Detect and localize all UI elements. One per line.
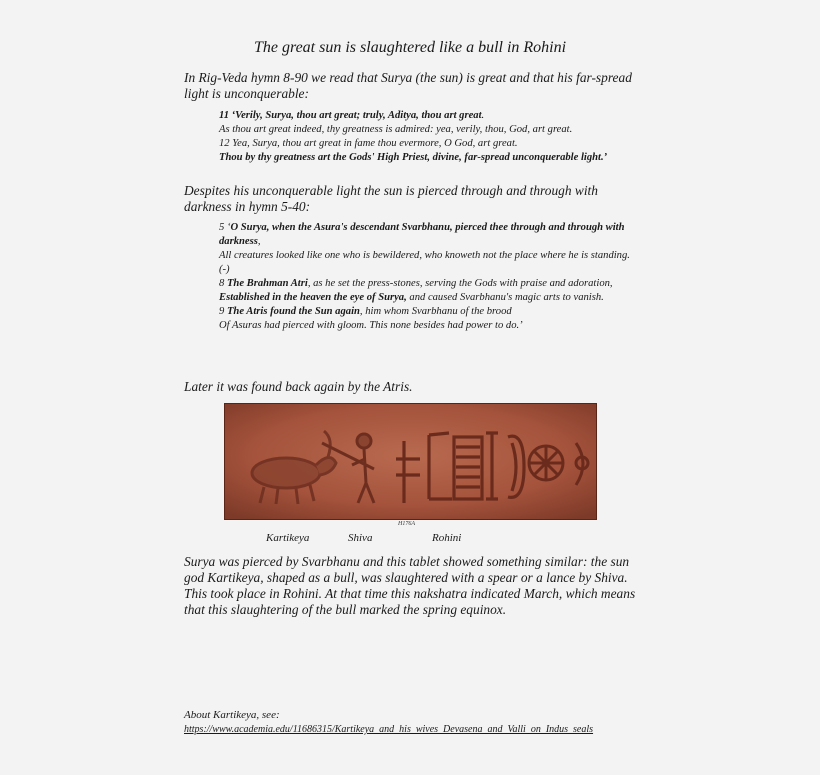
later-text: Later it was found back again by the Atris. bbox=[184, 379, 413, 394]
conclusion-text-2: This took place in Rohini. At that time this nakshatra indicated March, which means that this slaughtering of the bull marked the spring equinox. bbox=[184, 586, 636, 617]
caption-kartikeya: Kartikeya bbox=[266, 532, 310, 544]
hymn1-line3: 12 Yea, Surya, thou art great in fame thou evermore, O God, art great. bbox=[219, 138, 518, 149]
hymn2-line4-num: 8 bbox=[219, 278, 227, 289]
hymn-quote-2 bbox=[219, 221, 639, 333]
hymn1-line2: As thou art great indeed, thy greatness is admired: yea, verily, thou, God, art great. bbox=[219, 124, 573, 135]
hymn2-line1-num: 5 ‘ bbox=[219, 222, 231, 233]
conclusion-text-1: Surya was pierced by Svarbhanu and this tablet showed something similar: the sun god Kartikeya, shaped as a bull, was slaughtered with a spear or a lance by Shiva. bbox=[184, 554, 630, 585]
hymn2-line2: All creatures looked like one who is bewildered, who knoweth not the place where he is standing. bbox=[219, 250, 630, 261]
seal-code-label: H176A bbox=[398, 521, 415, 527]
caption-rohini: Rohini bbox=[432, 532, 462, 544]
despite-paragraph bbox=[184, 183, 644, 215]
caption-shiva: Shiva bbox=[348, 532, 373, 544]
hymn2-line4-bold: The Brahman Atri bbox=[226, 278, 308, 289]
academia-link[interactable]: https://www.academia.edu/11686315/Kartikeya_and_his_wives_Devasena_and_Valli_on_Indus_seals bbox=[184, 724, 594, 735]
conclusion-paragraph bbox=[184, 554, 644, 618]
page-title: The great sun is slaughtered like a bull in Rohini bbox=[253, 39, 567, 56]
about-section bbox=[184, 708, 654, 737]
hymn1-line4: Thou by thy greatness art the Gods' High Priest, divine, far-spread unconquerable light.’ bbox=[219, 152, 608, 163]
hymn2-line6 bbox=[219, 305, 639, 319]
indus-seal-image bbox=[224, 403, 597, 520]
despite-text: Despites his unconquerable light the sun is pierced through and through with darkness in hymn 5-40: bbox=[184, 183, 598, 214]
hymn2-line5-tail: and caused Svarbhanu's magic arts to vanish. bbox=[406, 292, 604, 303]
intro-paragraph bbox=[184, 70, 644, 102]
hymn1-line1 bbox=[219, 109, 639, 123]
hymn2-line6-bold: The Atris found the Sun again bbox=[226, 306, 360, 317]
hymn2-line3: (-) bbox=[219, 264, 230, 275]
seal-illustration bbox=[224, 403, 597, 520]
hymn1-line1-tail: . bbox=[481, 110, 485, 121]
hymn2-line6-num: 9 bbox=[219, 306, 227, 317]
later-paragraph bbox=[184, 379, 644, 395]
hymn2-line7: Of Asuras had pierced with gloom. This none besides had power to do.’ bbox=[219, 320, 523, 331]
intro-text: In Rig-Veda hymn 8-90 we read that Surya (the sun) is great and that his far-spread light is unconquerable: bbox=[184, 70, 632, 101]
hymn2-line4-tail: , as he set the press-stones, serving the Gods with praise and adoration, bbox=[307, 278, 613, 289]
hymn1-line1-bold: 11 ‘Verily, Surya, thou art great; truly, Aditya, thou art great bbox=[219, 110, 482, 121]
hymn2-line1 bbox=[219, 221, 639, 249]
hymn2-line4 bbox=[219, 277, 639, 291]
hymn2-line5 bbox=[219, 291, 639, 305]
hymn2-line1-tail: , bbox=[257, 236, 261, 247]
hymn2-line6-tail: , him whom Svarbhanu of the brood bbox=[359, 306, 512, 317]
hymn2-line5-bold: Established in the heaven the eye of Surya, bbox=[219, 292, 407, 303]
hymn2-line1-bold: O Surya, when the Asura's descendant Svarbhanu, pierced thee through and through with darkness bbox=[219, 222, 625, 247]
about-label: About Kartikeya, see: bbox=[184, 709, 280, 721]
hymn-quote-1 bbox=[219, 109, 639, 165]
